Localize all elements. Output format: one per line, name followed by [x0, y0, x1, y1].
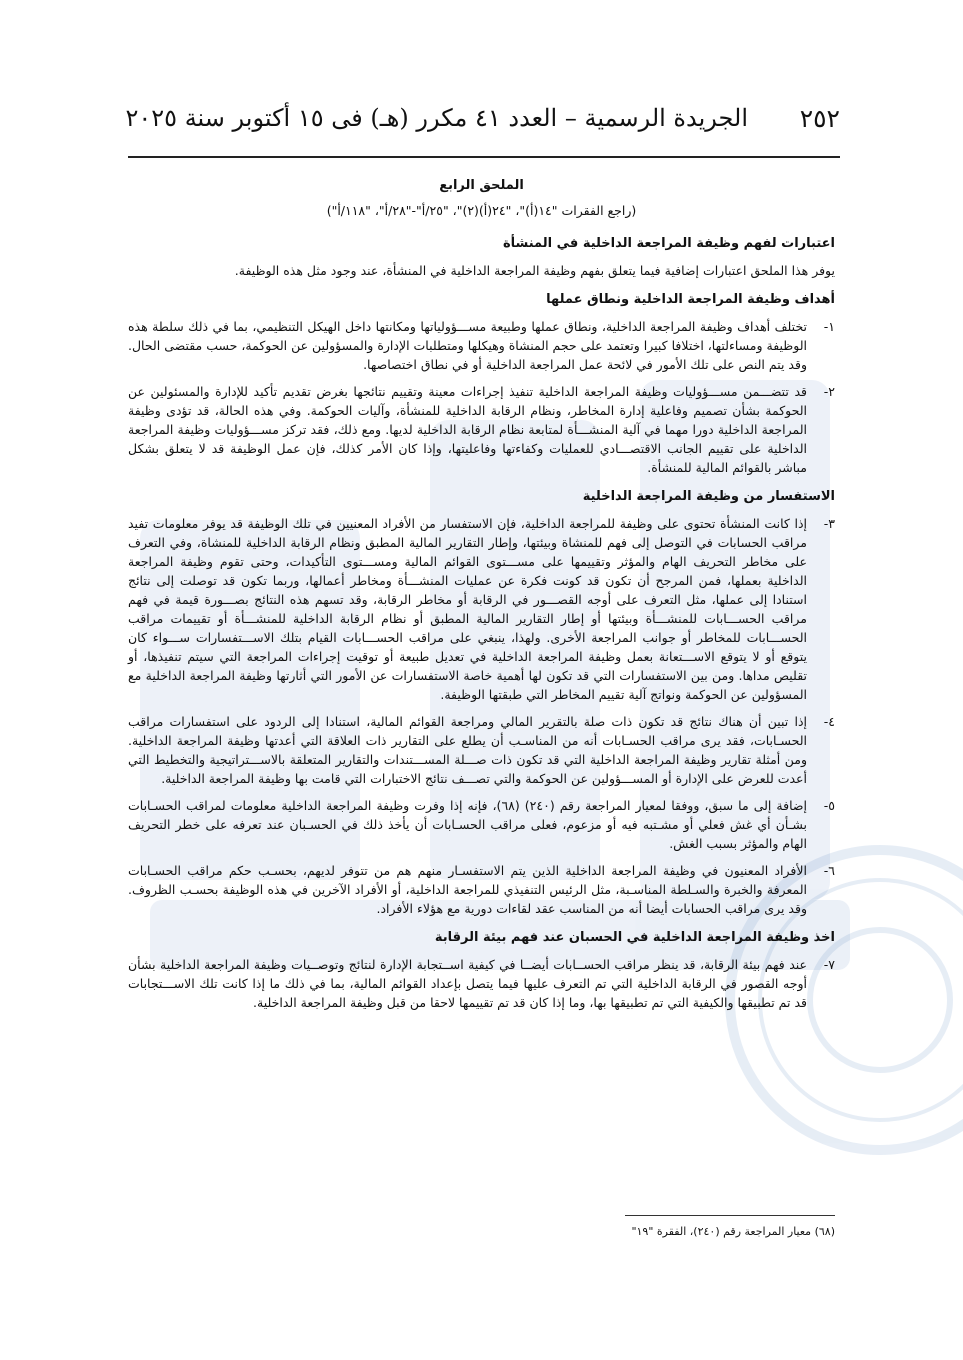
numbered-paragraph [128, 712, 835, 788]
paragraph-text: إضافة إلى ما سبق، ووفقا لمعيار المراجعة رقم (٢٤٠) (٦٨)، فإنه إذا وفرت وظيفة المراجعة الداخلية معلومات لمراقب الحسـابات بشـأن أي غش فعلي أو مشـتبه فيه أو مزعوم، فعلى مراقب الحسـابات أن يأخذ ذلك في الحسـبان عند تعرفه على خطر التحريف الهام والمؤثر بسبب الغش. [128, 798, 807, 851]
header-divider [128, 156, 840, 158]
paragraph-number: ٢- [823, 384, 835, 399]
paragraph-text: قد تتضـــمن مســـؤوليات وظيفة المراجعة الداخلية تنفيذ إجراءات معينة وتقييم نتائجها بغرض تقديم تأكيد للإدارة والمسئولين عن الحوكمة بشأن تصميم وفاعلية إدارة المخاطر، ونظام الرقابة الداخلية للمنشأة، وآليات الحوكمة. وفي هذه الحالة، قد تؤدى وظيفة المراجعة الداخلية دورا مهما في آلية المنشـــأة لمتابعة نظام الرقابة الداخلية لديها. ومع ذلك، فقد تركز مســـؤوليات وظيفة المراجعة الداخلية على تقييم الجانب الاقتصـــادي للعمليات وكفاءتها وفاعليتها، وإذا كان الأمر كذلك، فإن عمل الوظيفة قد لا يتعلق بشكل مباشر بالقوائم المالية للمنشأة. [128, 384, 807, 475]
section-heading: اخذ وظيفة المراجعة الداخلية في الحسبان عند فهم بيئة الرقابة [434, 930, 835, 945]
paragraph-number: ٣- [823, 516, 835, 531]
section-intro: يوفر هذا الملحق اعتبارات إضافية فيما يتعلق بفهم وظيفة المراجعة الداخلية في المنشأة، عند وجود مثل هذه الوظيفة. [234, 263, 835, 278]
paragraph-number: ١- [823, 319, 835, 334]
paragraph-text: عند فهم بيئة الرقابة، قد ينظر مراقب الحســابات أيضــا في كيفية اســتجابة الإدارة لنتائج وتوصــيات وظيفة المراجعة الداخلية بشأن أوجه القصور في الرقابة الداخلية التي تم التعرف عليها فيما يتصل بإعداد القوائم المالية، بما في ذلك ما إذا كانت تلك الاســـتجابات قد تم تطبيقها والكيفية التي تم تطبيقها بها، وما إذا كان قد تم تقييمها لاحقا من قبل وظيفة المراجعة الداخلية. [128, 957, 807, 1010]
paragraph-text: إذا كانت المنشأة تحتوى على وظيفة للمراجعة الداخلية، فإن الاستفسار من الأفراد المعنيين في تلك الوظيفة قد يوفر معلومات تفيد مراقب الحسابات في التوصل إلى فهم للمنشاة وبيئتها، وإطار التقارير المالية المطبق ونظام الرقابة الداخلية للمنشاة، وفي التعرف على مخاطر التحريف الهام والمؤثر وتقييمها على مســـتوى القوائم المالية ومســـتوى التأكيدات، وحتى تقوم وظيفة المراجعة الداخلية بعملها، فمن المرجح أن تكون قد كونت فكرة عن عمليات المنشـــأة ومخاطر أعمالها، وربما تكون قد توصلت إلى نتائج استنادا إلى عملها، مثل التعرف على أوجه القصـــور في الرقابة أو مخاطر الرقابة، وقد تسهم هذه النتائج بصـــورة قيمة في فهم مراقب الحســـابات للمنشـــأة وبيئتها أو إطار التقارير المالية المطبق أو نظام الرقابة الداخلية للمنشـــأة أو تقييمات مراقب الحســـابات للمخاطر أو جوانب المراجعة الأخرى. ولهذا، ينبغي على مراقب الحســـابات القيام بتلك الاســـتفسارات ســـواء كان يتوقع أو لا يتوقع الاســـتعانة بعمل وظيفة المراجعة الداخلية في تعديل طبيعة أو توقيت إجراءات المراجعة التي سيتم تنفيذها، أو تقليص مداها. ومن بين الاستفسارات التي قد تكون لها أهمية خاصة الاستفسارات عن الأمور التي أثارتها وظيفة المراجعة الداخلية مع المسؤولين عن الحوكمة ونواتج آلية تقييم المخاطر التي طبقتها الوظيفة. [128, 516, 807, 702]
section-heading: اعتبارات لفهم وظيفة المراجعة الداخلية في المنشأة [502, 236, 835, 251]
paragraph-number: ٦- [823, 863, 835, 878]
numbered-paragraph [128, 861, 835, 918]
page-number: ٢٥٢ [799, 104, 840, 133]
paragraph-text: الأفراد المعنيون في وظيفة المراجعة الداخلية الذين يتم الاستفسـار منهم هم من تتوفر لديهم، بحسـب حكم مراقب الحسـابات المعرفة والخبرة والسـلطة المناسـبة، مثل الرئيس التنفيذي للمراجعة الداخلية، أو الأفراد الآخرين في هذه الوظيفة بحسـب الظروف. وقد يرى مراقب الحسابات أيضا أنه من المناسب عقد لقاءات دورية مع هؤلاء الأفراد. [128, 863, 807, 916]
paragraph-number: ٤- [823, 714, 835, 729]
gazette-title: الجريدة الرسمية – العدد ٤١ مكرر (هـ) فى ١٥ أكتوبر سنة ٢٠٢٥ [125, 104, 748, 132]
footnote-divider [625, 1215, 835, 1216]
section-heading: أهداف وظيفة المراجعة الداخلية ونطاق عملها [546, 292, 835, 307]
numbered-paragraph [128, 796, 835, 853]
footnote: (٦٨) معيار المراجعة رقم (٢٤٠)، الفقرة "١٩" [631, 1225, 835, 1238]
page-header [125, 104, 840, 148]
document-body [128, 176, 835, 1020]
paragraph-text: تختلف أهداف وظيفة المراجعة الداخلية، ونطاق عملها وطبيعة مســـؤولياتها ومكانتها داخل الهيكل التنظيمي، بما في ذلك سلطة هذه الوظيفة ومساءلتها، اختلافا كبيرا وتعتمد على حجم المنشاة وهيكلها ومتطلبات الإدارة والمسؤولين عن الحوكمة، حسب مقتضى الحال. وقد يتم النص على تلك الأمور في لائحة عمل المراجعة الداخلية أو في نطاق اختصاصها. [128, 319, 807, 372]
numbered-paragraph [128, 955, 835, 1012]
annex-title: الملحق الرابع [439, 178, 524, 193]
numbered-paragraph [128, 514, 835, 704]
paragraph-text: إذا تبين أن هناك نتائج قد تكون ذات صلة بالتقرير المالي ومراجعة القوائم المالية، استنادا إلى الردود على استفسارات مراقب الحسـابات، فقد يرى مراقب الحسـابات أنه من المناسـب أن يطلع على التقارير ذات العلاقة التي أعدتها وظيفة المراجعة الداخلية. ومن أمثلة تقارير وظيفة المراجعة الداخلية التي قد تكون ذات صـــلة المســـتندات والتقارير المتعلقة بالاســـتراتيجية والتخطيط التي أعدت للعرض على الإدارة أو المســـؤولين عن الحوكمة والتي تصـــف نتائج الاختبارات التي قامت بها وظيفة المراجعة الداخلية. [128, 714, 807, 786]
section-heading: الاستفسار من وظيفة المراجعة الداخلية [582, 489, 835, 504]
paragraph-number: ٧- [823, 957, 835, 972]
numbered-paragraph [128, 382, 835, 477]
annex-reference: (راجع الفقرات "١٤(أ)"، "٢٤(أ)(٢)"، "٢٥/أ"-"٢٨/أ"، "١١٨/أ") [326, 203, 637, 218]
numbered-paragraph [128, 317, 835, 374]
paragraph-number: ٥- [823, 798, 835, 813]
